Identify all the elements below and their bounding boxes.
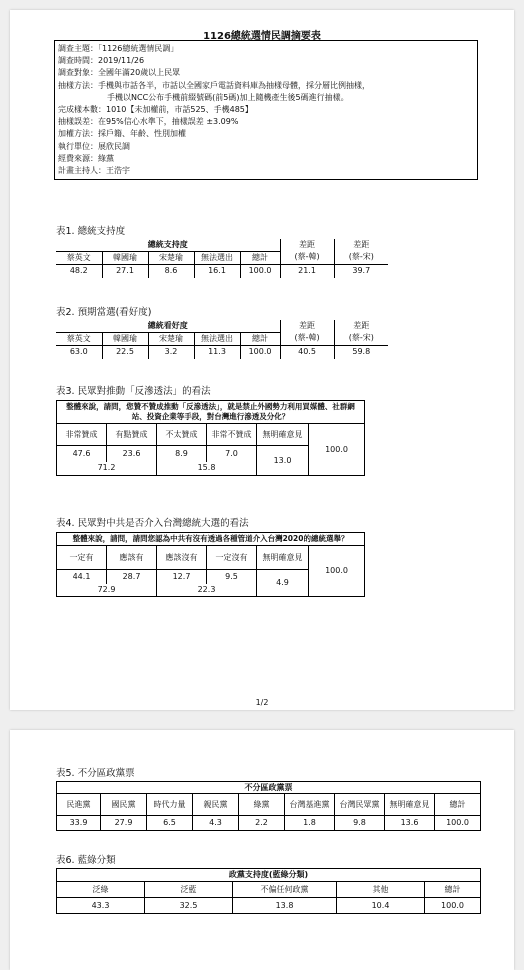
table1-diff-label: 差距: [280, 239, 334, 251]
table2-value: 22.5: [102, 345, 148, 359]
table5-header: 台灣民眾黨: [335, 794, 385, 816]
table1-header: 蔡英文: [56, 251, 102, 264]
table3-anti-infiltration: [56, 400, 365, 476]
info-line: 抽樣誤差：在95%信心水準下，抽樣誤差 ±3.09%: [58, 117, 239, 127]
table5-value: 33.9: [57, 816, 101, 831]
table6-header: 泛綠: [57, 882, 145, 898]
table5-value: 6.5: [147, 816, 193, 831]
table3-header: 不太贊成: [157, 424, 207, 446]
table1-value: 16.1: [194, 264, 240, 278]
table2-diff-header: (蔡-宋): [334, 332, 388, 345]
info-line: 執行單位：展欣民調: [58, 141, 130, 151]
table4-value: 9.5: [207, 570, 257, 584]
table1-value: 8.6: [148, 264, 194, 278]
table2-value: 59.8: [334, 345, 388, 359]
table5-value: 4.3: [193, 816, 239, 831]
table5-header: 綠黨: [239, 794, 285, 816]
table6-blue-green: [56, 868, 481, 914]
table5-header: 台灣基進黨: [285, 794, 335, 816]
table2-diff-label: 差距: [280, 320, 334, 332]
table5-value: 2.2: [239, 816, 285, 831]
table1-group-header: 總統支持度: [56, 239, 280, 251]
info-line: 經費來源：綠黨: [58, 153, 114, 163]
table5-header: 親民黨: [193, 794, 239, 816]
table2-value: 11.3: [194, 345, 240, 359]
table4-header: 應該有: [107, 546, 157, 570]
table6-group-header: 政黨支持度(藍綠分類): [57, 869, 481, 882]
table1-header: 韓國瑜: [102, 251, 148, 264]
table3-sum-agree: 71.2: [57, 462, 157, 476]
table4-value: 4.9: [257, 570, 309, 597]
table4-value: 12.7: [157, 570, 207, 584]
table3-total: 100.0: [309, 424, 365, 476]
table2-value: 3.2: [148, 345, 194, 359]
table6-header: 不偏任何政黨: [233, 882, 337, 898]
table5-header: 民進黨: [57, 794, 101, 816]
table4-value: 28.7: [107, 570, 157, 584]
table6-header: 其他: [337, 882, 425, 898]
survey-info-box: [54, 40, 478, 180]
table4-header: 一定有: [57, 546, 107, 570]
table5-value: 27.9: [101, 816, 147, 831]
table1-value: 48.2: [56, 264, 102, 278]
table3-value: 7.0: [207, 446, 257, 462]
table2-diff-label: 差距: [334, 320, 388, 332]
table2-header: 總計: [240, 332, 280, 345]
document-page-1: [10, 10, 514, 710]
table4-sum-yes: 72.9: [57, 584, 157, 597]
info-line: 調查對象：全國年滿20歲以上民眾: [58, 68, 181, 78]
table5-value: 13.6: [385, 816, 435, 831]
table5-value: 100.0: [435, 816, 481, 831]
table2-header: 宋楚瑜: [148, 332, 194, 345]
table6-caption: 表6. 藍綠分類: [56, 855, 116, 866]
table5-value: 9.8: [335, 816, 385, 831]
table3-header: 非常不贊成: [207, 424, 257, 446]
info-line: 手機以NCC公布手機前綴號碼(前5碼)加上隨機產生後5碼進行抽樣。: [107, 92, 349, 102]
table6-value: 32.5: [145, 898, 233, 914]
table1-value: 39.7: [334, 264, 388, 278]
table2-header: 蔡英文: [56, 332, 102, 345]
table2-caption: 表2. 預期當選(看好度): [56, 307, 152, 318]
table1-value: 27.1: [102, 264, 148, 278]
info-line: 抽樣方法：手機與市話各半，市話以全國家戶電話資料庫為抽樣母體，採分層比例抽樣，: [58, 80, 370, 90]
table4-header: 一定沒有: [207, 546, 257, 570]
table5-caption: 表5. 不分區政黨票: [56, 768, 135, 779]
table1-diff-label: 差距: [334, 239, 388, 251]
table3-value: 13.0: [257, 446, 309, 476]
table3-sum-disagree: 15.8: [157, 462, 257, 476]
table4-sum-no: 22.3: [157, 584, 257, 597]
table2-value: 63.0: [56, 345, 102, 359]
table3-header: 無明確意見: [257, 424, 309, 446]
table1-diff-header: (蔡-宋): [334, 251, 388, 264]
table1-header: 宋楚瑜: [148, 251, 194, 264]
table4-caption: 表4. 民眾對中共是否介入台灣總統大選的看法: [56, 518, 249, 529]
info-line: 調查時間：2019/11/26: [58, 56, 145, 66]
info-line: 加權方法：採戶籍、年齡、性別加權: [58, 129, 186, 139]
info-line: 計畫主持人：王浩宇: [58, 166, 130, 176]
table5-header: 時代力量: [147, 794, 193, 816]
table6-value: 10.4: [337, 898, 425, 914]
table3-value: 23.6: [107, 446, 157, 462]
table2-diff-header: (蔡-韓): [280, 332, 334, 345]
table1-value: 21.1: [280, 264, 334, 278]
table5-header: 國民黨: [101, 794, 147, 816]
table1-diff-header: (蔡-韓): [280, 251, 334, 264]
table4-value: 44.1: [57, 570, 107, 584]
table4-ccp-interference: [56, 532, 365, 597]
info-line: 調查主題：「1126總統選情民調」: [58, 44, 179, 53]
table2-president-outlook: [56, 320, 388, 359]
table6-value: 13.8: [233, 898, 337, 914]
table6-header: 總計: [425, 882, 481, 898]
table2-value: 40.5: [280, 345, 334, 359]
table1-header: 總計: [240, 251, 280, 264]
table3-question: 整體來說，請問，您贊不贊成推動「反滲透法」，就是禁止外國勢力利用買媒體、社群網站、投資企業等手段，對台灣進行滲透及分化？: [57, 401, 365, 424]
table2-header: 韓國瑜: [102, 332, 148, 345]
table1-president-support: [56, 239, 388, 278]
table4-question: 整體來說，請問，請問您認為中共有沒有透過各種管道介入台灣2020的總統選舉？: [57, 533, 365, 546]
table5-value: 1.8: [285, 816, 335, 831]
table6-value: 43.3: [57, 898, 145, 914]
table5-group-header: 不分區政黨票: [57, 782, 481, 794]
table1-value: 100.0: [240, 264, 280, 278]
table4-header: 應該沒有: [157, 546, 207, 570]
table3-caption: 表3. 民眾對推動「反滲透法」的看法: [56, 386, 211, 397]
table2-group-header: 總統看好度: [56, 320, 280, 332]
table4-total: 100.0: [309, 546, 365, 597]
table3-header: 非常贊成: [57, 424, 107, 446]
table6-value: 100.0: [425, 898, 481, 914]
document-title: 1126總統選情民調摘要表: [203, 31, 321, 42]
table5-header: 總計: [435, 794, 481, 816]
table2-header: 無法選出: [194, 332, 240, 345]
info-line: 完成樣本數：1010【未加權前，市話525、手機485】: [58, 105, 253, 115]
table5-header: 無明確意見: [385, 794, 435, 816]
table4-header: 無明確意見: [257, 546, 309, 570]
table1-header: 無法選出: [194, 251, 240, 264]
table1-caption: 表1. 總統支持度: [56, 226, 126, 237]
table3-value: 47.6: [57, 446, 107, 462]
table3-value: 8.9: [157, 446, 207, 462]
document-page-2: [10, 730, 514, 970]
table2-value: 100.0: [240, 345, 280, 359]
page-number: 1/2: [255, 698, 269, 707]
table6-header: 泛藍: [145, 882, 233, 898]
table5-party-vote: [56, 781, 481, 831]
table3-header: 有點贊成: [107, 424, 157, 446]
